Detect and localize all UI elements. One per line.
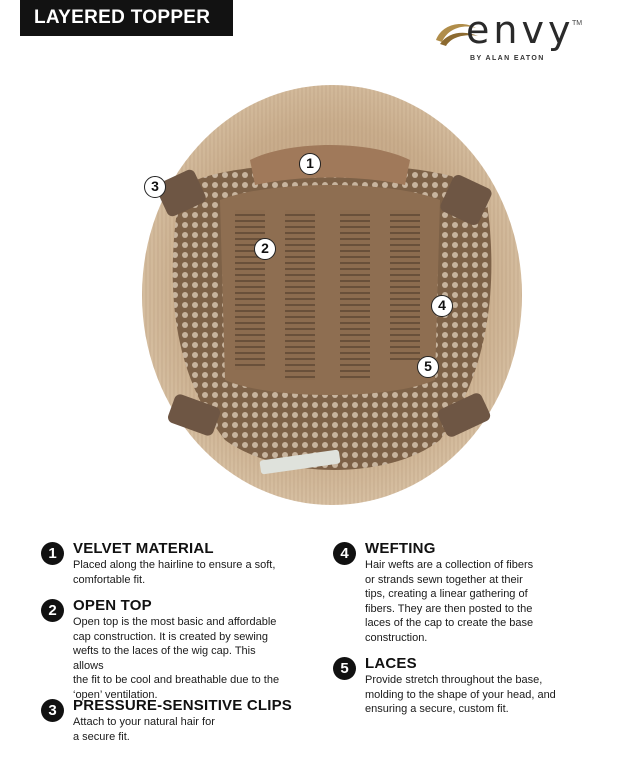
feature-number: 5 <box>333 657 356 680</box>
feature-description: Open top is the most basic and affordable cap construction. It is created by sewing wefts to the laces of the wig cap. This allows the fit to be cool and breathable due to the ‘open’ ventilation. <box>73 616 280 701</box>
feature-number: 4 <box>333 542 356 565</box>
diagram-marker-4: 4 <box>431 295 453 317</box>
feature-description: Provide stretch throughout the base, molding to the shape of your head, and ensuring a secure, custom fit. <box>365 674 556 715</box>
diagram-marker-5: 5 <box>417 356 439 378</box>
feature-description: Placed along the hairline to ensure a soft, comfortable fit. <box>73 559 276 586</box>
logo-wordmark: envy <box>466 8 575 52</box>
feature-title: OPEN TOP <box>73 597 152 614</box>
brand-logo <box>432 8 592 66</box>
feature-number: 2 <box>41 599 64 622</box>
diagram-marker-3: 3 <box>144 176 166 198</box>
logo-trademark: TM <box>572 20 583 27</box>
diagram-marker-2: 2 <box>254 238 276 260</box>
feature-title: VELVET MATERIAL <box>73 540 214 557</box>
feature-number: 1 <box>41 542 64 565</box>
hair-topper-cap-photo <box>140 80 525 520</box>
page-title: LAYERED TOPPER <box>20 0 233 36</box>
feature-description: Attach to your natural hair for a secure fit. <box>73 716 215 743</box>
feature-number: 3 <box>41 699 64 722</box>
feature-title: LACES <box>365 655 417 672</box>
logo-tagline: BY ALAN EATON <box>470 55 545 62</box>
feature-title: WEFTING <box>365 540 436 557</box>
feature-description: Hair wefts are a collection of fibers or strands sewn together at their tips, creating a linear gathering of fibers. They are then posted to the laces of the cap to create the base construction. <box>365 559 534 644</box>
diagram-marker-1: 1 <box>299 153 321 175</box>
feature-title: PRESSURE-SENSITIVE CLIPS <box>73 697 293 714</box>
